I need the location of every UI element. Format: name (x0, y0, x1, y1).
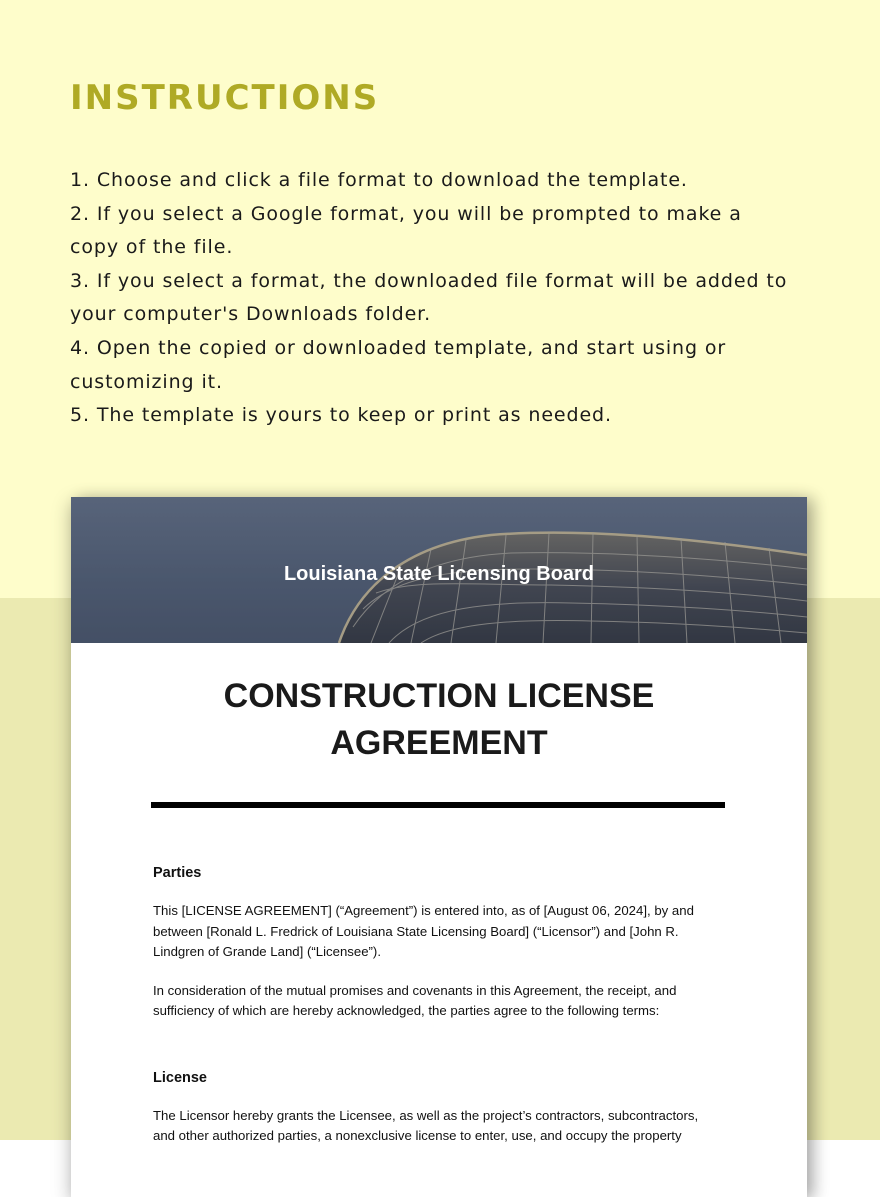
instruction-step: 3. If you select a format, the downloaded file format will be added to your computer's Downloads folder. (70, 269, 788, 326)
document-banner (71, 497, 807, 643)
instruction-step: 5. The template is yours to keep or print as needed. (70, 404, 612, 427)
instructions-title: INSTRUCTIONS (70, 78, 380, 118)
section-heading-license: License (153, 1069, 207, 1086)
document-title-line: AGREEMENT (330, 724, 548, 762)
document-body (153, 863, 713, 1165)
section-heading-parties: Parties (153, 865, 202, 881)
document-preview (71, 497, 807, 1197)
document-title-line: CONSTRUCTION LICENSE (223, 677, 655, 715)
document-title (71, 673, 807, 767)
parties-paragraph: This [LICENSE AGREEMENT] (“Agreement”) is entered into, as of [August 06, 2024], by and between [Ronald L. Fredrick of Louisiana State Licensing Board] (“Licensor”) and [John R. Lindgren of Grande Land] (“Licensee”). (153, 903, 694, 959)
instruction-step: 1. Choose and click a file format to download the template. (70, 169, 688, 191)
instruction-step: 2. If you select a Google format, you will be prompted to make a copy of the file. (70, 202, 742, 259)
instructions-list (70, 164, 790, 433)
consideration-paragraph: In consideration of the mutual promises and covenants in this Agreement, the receipt, and sufficiency of which are hereby acknowledged, the parties agree to the following terms: (153, 982, 677, 1018)
banner-title: Louisiana State Licensing Board (283, 563, 595, 585)
instruction-step: 4. Open the copied or downloaded template, and start using or customizing it. (70, 336, 727, 393)
title-divider (151, 802, 725, 808)
license-paragraph: The Licensor hereby grants the Licensee, as well as the project’s contractors, subcontractors, and other authorized parties, a nonexclusive license to enter, use, and occupy the property (153, 1107, 699, 1143)
